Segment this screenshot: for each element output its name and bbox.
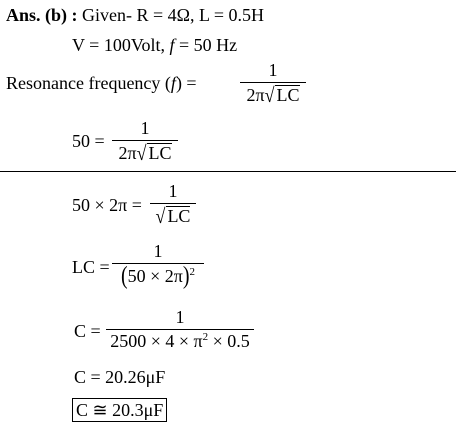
eq4-fraction <box>106 308 254 350</box>
sqrt-radicand: LC <box>148 143 172 163</box>
fraction-denominator <box>112 141 178 165</box>
eq2-lhs: 50 × 2π = <box>72 195 142 215</box>
den-exponent: 2 <box>202 331 209 343</box>
eq3-fraction <box>112 241 204 290</box>
fraction-denominator <box>112 262 204 290</box>
frequency-symbol: f <box>169 35 175 55</box>
fraction-denominator <box>240 83 306 107</box>
eq3-lhs: LC = <box>72 257 110 277</box>
close-paren: ) <box>182 262 190 290</box>
frequency-value: = 50 Hz <box>179 35 238 55</box>
fraction-numerator: 1 <box>168 181 178 201</box>
given-values: Given- R = 4Ω, L = 0.5H <box>82 5 265 25</box>
sqrt-icon: √ <box>264 83 275 107</box>
fraction-denominator <box>106 332 254 350</box>
resonance-label-a: Resonance frequency ( <box>6 73 171 93</box>
fraction-numerator: 1 <box>140 118 150 138</box>
given-voltage-frequency <box>72 36 237 54</box>
fraction-bar <box>106 329 254 330</box>
eq1-fraction <box>112 118 178 165</box>
den-inner: 50 × 2π <box>127 266 183 286</box>
eq2-fraction <box>150 181 196 228</box>
final-answer-box: C ≅ 20.3μF <box>72 398 167 422</box>
sqrt-icon: √ <box>136 141 147 165</box>
fraction-denominator <box>150 204 196 228</box>
open-paren: ( <box>120 262 128 290</box>
den-prefix: 2π <box>246 85 265 105</box>
den-b: × 0.5 <box>208 331 250 351</box>
resonance-f-symbol: f <box>170 73 176 93</box>
eq1-lhs: 50 = <box>72 131 105 151</box>
section-divider <box>0 171 456 172</box>
fraction-numerator: 1 <box>153 241 163 261</box>
sqrt-radicand: LC <box>276 85 300 105</box>
answer-label: Ans. (b) : <box>6 5 78 25</box>
den-exponent: 2 <box>189 266 196 278</box>
eq4-lhs: C = <box>74 321 101 341</box>
answer-header <box>6 6 264 24</box>
sqrt-icon: √ <box>155 204 166 228</box>
den-prefix: 2π <box>118 143 137 163</box>
fraction-numerator: 1 <box>175 307 185 327</box>
resonance-label-b: ) = <box>175 73 197 93</box>
resonance-label <box>6 74 197 92</box>
den-a: 2500 × 4 × π <box>110 331 203 351</box>
fraction-numerator: 1 <box>268 60 278 80</box>
sqrt-radicand: LC <box>167 206 191 226</box>
resonance-fraction <box>240 60 306 107</box>
voltage-text: V = 100Volt, <box>72 35 166 55</box>
eq5-result: C = 20.26μF <box>74 367 166 387</box>
